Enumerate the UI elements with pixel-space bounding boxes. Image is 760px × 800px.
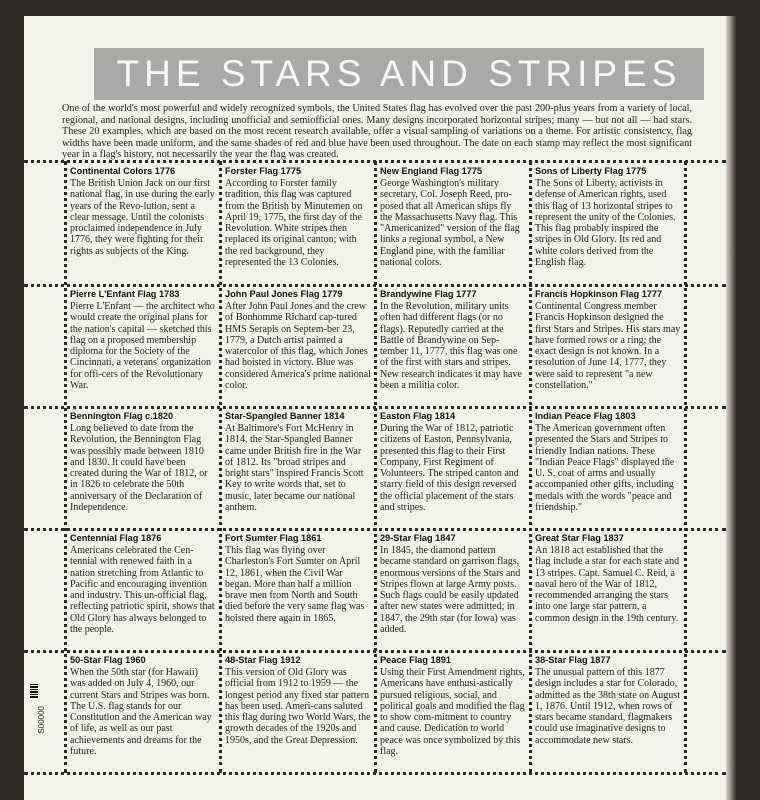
stamp [380, 166, 526, 268]
stamp-title: Fort Sumter Flag 1861 [225, 533, 322, 543]
stamp [380, 289, 526, 391]
stamp [70, 411, 216, 513]
intro-text: One of the world's most powerful and widely recognized symbols, the United States flag has evolved over the past 200-plus years from a variety of local, regional, and national designs, including unofficial and semiofficial ones. Many designs incorporated horizontal stripes; many — but not all — had stars. These 20 examples, which are based on the most recent research available, offer a visual sampling of variations on a theme. For artistic consistency, flag widths have been made uniform, and the same shades of red and blue have been used throughout. The date on each stamp may reflect the most significant year in a flag's history, not necessarily the year the flag was created. [62, 103, 692, 161]
stamp [70, 166, 216, 257]
stamp-title: Francis Hopkinson Flag 1777 [535, 289, 663, 299]
stamp-text: The British Union Jack on our first national flag, in use during the early years of the Revo-lution, sent a clear message. Until the colonists proclaimed independence in July 1776, they were fighting for their rights as subjects of the King. [70, 178, 215, 257]
stamp-title: 29-Star Flag 1847 [380, 533, 456, 543]
perforation-column [374, 161, 377, 773]
stamp-text: An 1818 act established that the flag include a star for each state and 13 stripes. Capt. Samuel C. Reid, a naval hero of the War of 1812, recommended arranging the stars into one large star pattern, a common design in the 19th century. [535, 545, 680, 624]
stamp-title: 38-Star Flag 1877 [535, 655, 611, 665]
stamp-title: Continental Colors 1776 [70, 166, 176, 176]
stamp [225, 166, 371, 268]
stamp-text: The unusual pattern of this 1877 design includes a star for Colorado, admitted as the 38th state on August 1, 1876. Until 1912, when rows of stars became standard, flagmakers could use imaginative designs to accommodate new stars. [535, 667, 680, 746]
stamp-sheet [24, 16, 726, 800]
stamp [380, 655, 526, 757]
stamp-title: Easton Flag 1814 [380, 411, 456, 421]
perforation-column [219, 161, 222, 773]
stamp [380, 533, 526, 635]
stamp-text: When the 50th star (for Hawaii) was added on July 4, 1960, our current Stars and Stripes was born. The U.S. flag stands for our Constitution and the American way of life, as well as our past achievements and dreams for the future. [70, 667, 212, 758]
stamp [535, 166, 681, 268]
stamp-title: 50-Star Flag 1960 [70, 655, 146, 665]
stamp-text: Americans celebrated the Cen-tennial with renewed faith in a nation stretching from Atlantic to Pacific and encouraging invention and industry. This un-official flag, reflecting patriotic spirit, shows that Old Glory has always belonged to the people. [70, 545, 215, 636]
stamp-title: Great Star Flag 1837 [535, 533, 624, 543]
title-banner [94, 48, 704, 100]
perforation-column [529, 161, 532, 773]
stamp [225, 533, 371, 624]
stamp-title: Sons of Liberty Flag 1775 [535, 166, 647, 176]
sheet-title: THE STARS AND STRIPES [116, 53, 682, 94]
stamp-title: Indian Peace Flag 1803 [535, 411, 636, 421]
stamp [535, 533, 681, 624]
barcode [30, 684, 38, 699]
perforation-column [684, 161, 687, 773]
stamp-text: Long believed to date from the Revolution, the Bennington Flag was possibly made between 1810 and 1830. It could have been created during the War of 1812, or in 1826 to celebrate the 50th anniversary of the Declaration of Independence. [70, 423, 208, 514]
stamp-title: Star-Spangled Banner 1814 [225, 411, 345, 421]
stamp [70, 533, 216, 635]
stamp-title: Centennial Flag 1876 [70, 533, 162, 543]
stamp [535, 411, 681, 513]
stamp-text: This flag was flying over Charleston's Fort Sumter on April 12, 1861, when the Civil War began. More than half a million brave men from North and South died before the very same flag was hoisted there again in 1865. [225, 545, 365, 624]
stamp-title: Forster Flag 1775 [225, 166, 302, 176]
stamp [70, 289, 216, 391]
stamp-text: Using their First Amendment rights, Americans have enthusi-astically pursued religious, social, and political goals and modified the flag to show com-mitment to country and cause. Dedication to world peace was once symbolized by this flag. [380, 667, 525, 758]
stamp-title: Brandywine Flag 1777 [380, 289, 477, 299]
stamp-text: At Baltimore's Fort McHenry in 1814, the Star-Spangled Banner came under British fire in the War of 1812. Its "broad stripes and bright stars" inspired Francis Scott Key to write words that, set to music, later became our national anthem. [225, 423, 364, 514]
stamp-text: George Washington's military secretary, Col. Joseph Reed, pro-posed that all American ships fly the Massachusetts Navy flag. This "Americanized" version of the flag links a regional symbol, a New England pine, with the familiar national colors. [380, 178, 520, 269]
stamp-title: New England Flag 1775 [380, 166, 483, 176]
stamp-title: John Paul Jones Flag 1779 [225, 289, 343, 299]
stamp-title: Bennington Flag c.1820 [70, 411, 174, 421]
stamp-title: 48-Star Flag 1912 [225, 655, 301, 665]
stamp-text: The American government often presented the Stars and Stripes to friendly Indian nations. These "Indian Peace Flags" displayed the U. S. coat of arms and usually accompanied other gifts, including medals with the words "peace and friendship." [535, 423, 675, 514]
stamp [225, 655, 371, 746]
stamp-text: The Sons of Liberty, activists in defense of American rights, used this flag of 13 horizontal stripes to represent the unity of the Colonies. This flag probably inspired the stripes in Old Glory. Its red and white colors derived from the English flag. [535, 178, 676, 269]
stamp-text: During the War of 1812, patriotic citizens of Easton, Pennsylvania, presented this flag to their First Company, First Regiment of Volunteers. The striped canton and starry field of this design reversed the official placement of the stars and stripes. [380, 423, 519, 514]
perforation-column [64, 161, 67, 773]
stamp-text: According to Forster family tradition, this flag was captured from the British by Minutemen on April 19, 1775, the first day of the Revolution. White stripes then replaced its original canton; with the red background, they represented the 13 Colonies. [225, 178, 363, 269]
stamp-text: In the Revolution, military units often had different flags (or no flags). Reputedly carried at the Battle of Brandywine on Sep-tember 11, 1777, this flag was one of the first with stars and stripes. New research indicates it may have been a militia color. [380, 301, 522, 392]
stamp [70, 655, 216, 757]
stamp-text: In 1845, the diamond pattern became standard on garrison flags, enormous versions of the Stars and Stripes flown at large Army posts. Such flags could be easily updated after new states were admitted; in 1847, the 29th star (for Iowa) was added. [380, 545, 521, 636]
stamp-text: This version of Old Glory was official from 1912 to 1959 — the longest period any fixed star pattern has been used. Ameri-cans saluted this flag during two World Wars, the growth decades of the 1920s and 1950s, and the Great Depression. [225, 667, 371, 746]
stamp-text: After John Paul Jones and the crew of Bonhomme Richard cap-tured HMS Serapis on Septem-ber 23, 1779, a Dutch artist painted a watercolor of this flag, which Jones had hoisted in victory. Blue was considered America's prime national color. [225, 301, 371, 392]
stamp [225, 289, 371, 391]
stamp [225, 411, 371, 513]
stamp-text: Continental Congress member Francis Hopkinson designed the first Stars and Stripes. His stars may have formed rows or a ring; the exact design is not known. In a resolution of June 14, 1777, they were said to represent "a new constellation." [535, 301, 681, 392]
stamp [535, 655, 681, 746]
stamp-title: Pierre L'Enfant Flag 1783 [70, 289, 180, 299]
stamp-title: Peace Flag 1891 [380, 655, 451, 665]
stamp-text: Pierre L'Enfant — the architect who would create the original plans for the nation's capital — sketched this flag on a proposed membership diploma for the Society of the Cincinnati, a veterans' organization for offi-cers of the Revolutionary War. [70, 301, 215, 392]
stamp [535, 289, 681, 391]
plate-number: S00000 [37, 706, 46, 734]
stamp [380, 411, 526, 513]
